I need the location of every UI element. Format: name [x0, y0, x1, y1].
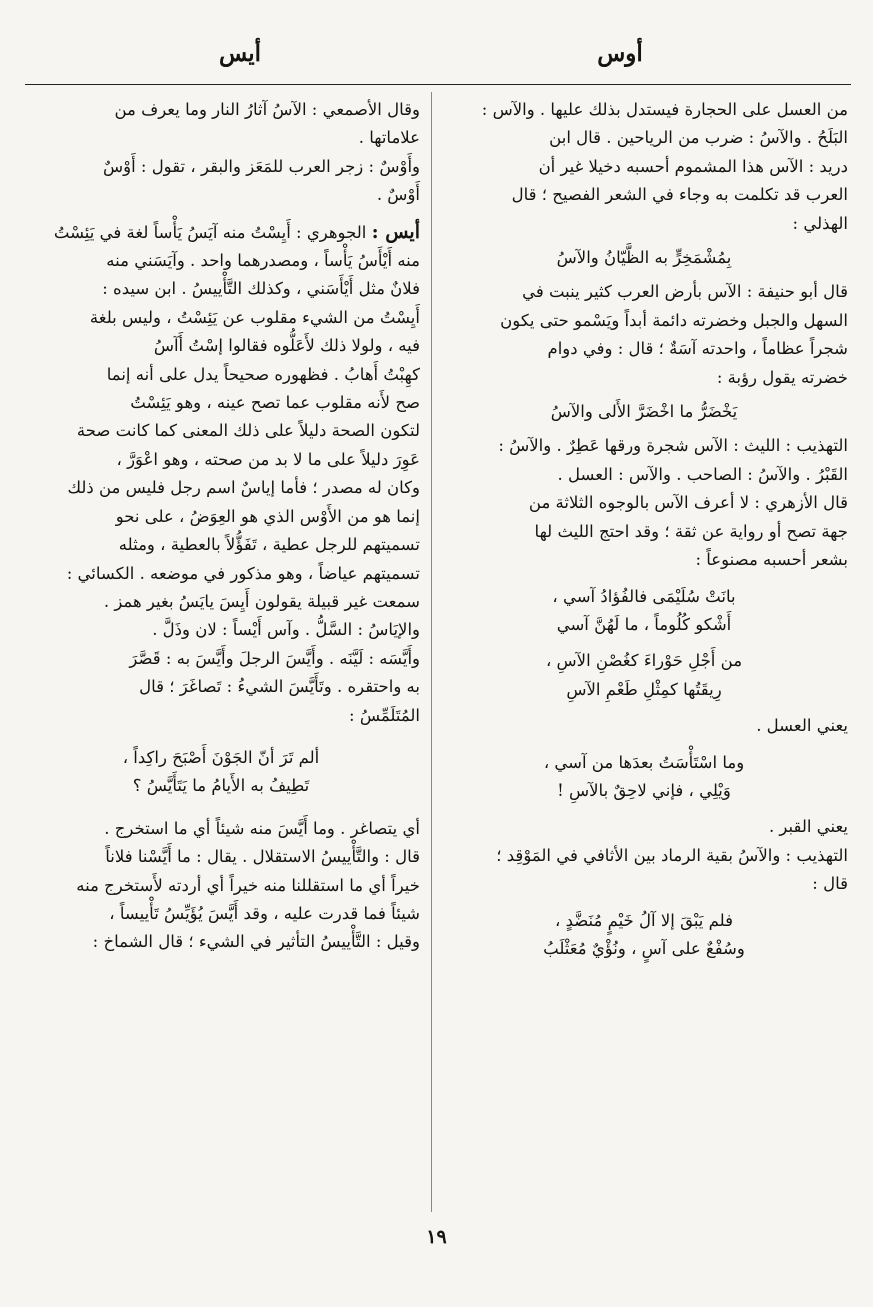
left-column — [22, 96, 420, 957]
text-line: تسميتهم عياضاً ، وهو مذكور في موضعه . الكسائي : — [66, 563, 420, 583]
text-line: وكان له مصدر ؛ فأما إياسٌ اسم رجل فليس من ذلك — [67, 478, 420, 498]
text-line: الهذلي : — [792, 213, 848, 233]
verse-line: ألم تَرَ أنّ الجَوْنَ أَصْبَحَ راكِداً ، — [122, 747, 320, 767]
text-line: أي يتصاغر . وما أَيَّسَ منه شيئاً أي ما استخرج . — [104, 818, 420, 838]
verse-line: وما اسْتَأْسَتُ بعدَها من آسي ، — [543, 752, 745, 772]
entry-headword: أيس : — [371, 220, 420, 243]
paragraph — [440, 96, 848, 238]
text-line: فلانٌ مثل أَيْأَسَني ، وكذلك التَّأْييسُ . ابن سيده : — [102, 279, 420, 299]
text-line: قال : — [812, 874, 848, 894]
poem-couplet — [440, 583, 848, 640]
poem-couplet — [22, 744, 420, 801]
verse-line: وَيْلِي ، فإني لاحِقٌ بالآسِ ! — [557, 780, 731, 800]
header-rule — [25, 84, 851, 85]
text-line: وقال الأصمعي : الآسُ آثارُ النار وما يعرف من — [114, 100, 420, 119]
page-number: ١٩ — [426, 1226, 447, 1248]
text-line: القَبْرُ . والآسُ : الصاحب . والآس : العسل . — [557, 464, 848, 484]
verse-line: وسُفْعٌ على آسٍ ، ونُؤْيٌ مُعَثْلَبُ — [543, 938, 745, 958]
text-line: بشعر أحسبه مصنوعاً : — [695, 550, 848, 570]
text-line: وقيل : التَّأْييسُ التأثير في الشيء ؛ قال الشماخ : — [92, 932, 420, 952]
text-line: البَلَحُ . والآسُ : ضرب من الرياحين . قال ابن — [549, 128, 848, 148]
verse-line: تَطِيفُ به الأَيامُ ما يَتَأَيَّسُ ؟ — [132, 776, 310, 796]
text-line: فيه ، ولولا ذلك لأَعَلُّوه فقالوا إسْتُ أَآسُ — [153, 336, 420, 356]
verse-line: بِمُشْمَخِرٍّ به الظَّيّانُ والآسُ — [556, 248, 732, 268]
text-line: به واحتقره . وتَأَيَّسَ الشيءُ : تَصاغَرَ ؛ قال — [139, 677, 420, 697]
verse-line: بانَتْ سُلَيْمَى فالفُؤادُ آسي ، — [552, 586, 736, 606]
text-line: شجراً عظاماً ، واحدته آسَةٌ ؛ قال : وفي دوام — [547, 339, 848, 359]
text-line: خيراً أي ما استقللنا منه خيراً أي أردته لأَستخرج منه — [76, 875, 420, 895]
poem-couplet — [440, 749, 848, 806]
text-line: من العسل على الحجارة فيستدل بذلك عليها . والآس : — [481, 100, 848, 119]
paragraph — [22, 815, 420, 957]
paragraph — [440, 842, 848, 899]
verse-line: فلم يَبْقَ إلا آلُ خَيْمٍ مُنَضَّدٍ ، — [555, 910, 733, 930]
text-line: إنما هو من الأَوْس الذي هو العِوَضُ ، على نحو — [115, 506, 420, 526]
verse-line: رِيقَتُها كمِثْلِ طَعْمِ الآسِ — [566, 679, 722, 699]
text-line: التهذيب : الليث : الآس شجرة ورقها عَطِرٌ . والآسُ : — [498, 436, 848, 456]
text-line: جهة تصح أو رواية عن ثقة ؛ وقد احتج الليث لها — [534, 521, 848, 541]
verse-line: أَشْكو كُلُوماً ، ما لَهُنَّ آسي — [556, 614, 732, 634]
text-line: لتكون الصحة دليلاً على ذلك المعنى كما كانت صحة — [76, 421, 420, 441]
text-line: المُتَلَمِّسُ : — [349, 705, 420, 725]
text-line: كهِبْتُ أَهابُ . فظهوره صحيحاً يدل على أنه إنما — [106, 364, 420, 384]
poem-couplet — [440, 647, 848, 704]
text-line: قال أبو حنيفة : الآس بأرض العرب كثير ينبت في — [522, 282, 848, 302]
text-line: قال الأزهري : لا أعرف الآس بالوجوه الثلاثة من — [528, 493, 848, 513]
text-line: خضرته يقول رؤبة : — [716, 367, 848, 387]
entry — [22, 218, 420, 730]
paragraph — [440, 278, 848, 392]
text-line: علاماتها . — [358, 128, 420, 148]
verse-line: يَخْضَرُّ ما اخْضَرَّ الأَلى والآسُ — [550, 402, 738, 422]
entry-text: الجوهري : أَيِسْتُ منه آيَسُ يَأْساً لغة في يَئِسْتُ — [53, 222, 367, 242]
text-line: التهذيب : والآسُ بقية الرماد بين الأثافي في المَوْقِد ؛ — [496, 845, 848, 865]
text-line: وأَوْسٌ : زجر العرب للمَعَز والبقر ، تقول : أَوْسٌ — [102, 156, 420, 176]
text-line: قال : والتَّأْييسُ الاستقلال . يقال : ما أَيَّسْنا فلاناً — [105, 847, 420, 867]
header-right-word: أوس — [597, 40, 643, 67]
text-line — [22, 218, 420, 247]
text-line: تسميتهم للرجل عطية ، تَفَؤُّلاً بالعطية ، ومثله — [118, 535, 420, 555]
gloss-note: يعني القبر . — [768, 817, 848, 837]
poem-couplet — [440, 907, 848, 964]
text-line: دريد : الآس هذا المشموم أحسبه دخيلا غير أن — [538, 156, 848, 176]
text-line: والإيَاسُ : السَّلُّ . وآس أَيْساً : لان وذَلَّ . — [152, 620, 420, 640]
right-column — [440, 96, 848, 971]
text-line: سمعت غير قبيلة يقولون أَيِسَ يايَسُ بغير همز . — [103, 591, 420, 611]
text-line: السهل والجبل وخضرته دائمة أبداً ويَسْمو حتى يكون — [500, 310, 848, 330]
gloss-note: يعني العسل . — [756, 716, 848, 736]
text-line: وأَيَّسَه : لَيَّنَه . وأَيَّسَ الرجلَ وأَيَّسَ به : قَصَّرَ — [129, 648, 420, 668]
verse-line: من أَجْلِ حَوْراءَ كغُصْنِ الآسِ ، — [545, 651, 743, 671]
text-line: أَيِسْتُ من الشيء مقلوب عن يَئِسْتُ ، وليس بلغة — [89, 307, 420, 327]
text-line: عَوِرَ دليلاً على ما لا بد من صحته ، وهو اعْوَرَّ ، — [116, 449, 420, 469]
text-line: صح لأَنه مقلوب عما تصح عينه ، وهو يَئِسْتُ — [130, 393, 420, 413]
header-left-word: أيس — [218, 40, 262, 67]
paragraph — [22, 96, 420, 210]
text-line: شيئاً فما قدرت عليه ، وقد أَيَّسَ يُؤَيِّسُ تَأْييساً ، — [109, 903, 420, 923]
column-divider — [431, 92, 432, 1212]
text-line: العرب قد تكلمت به وجاء في الشعر الفصيح ؛ قال — [511, 185, 848, 205]
paragraph — [440, 432, 848, 574]
text-line: منه أَيْأَسُ يَأْساً ، ومصدرهما واحد . وآيَسَني منه — [106, 251, 420, 271]
text-line: أَوْسٌ . — [376, 185, 420, 205]
